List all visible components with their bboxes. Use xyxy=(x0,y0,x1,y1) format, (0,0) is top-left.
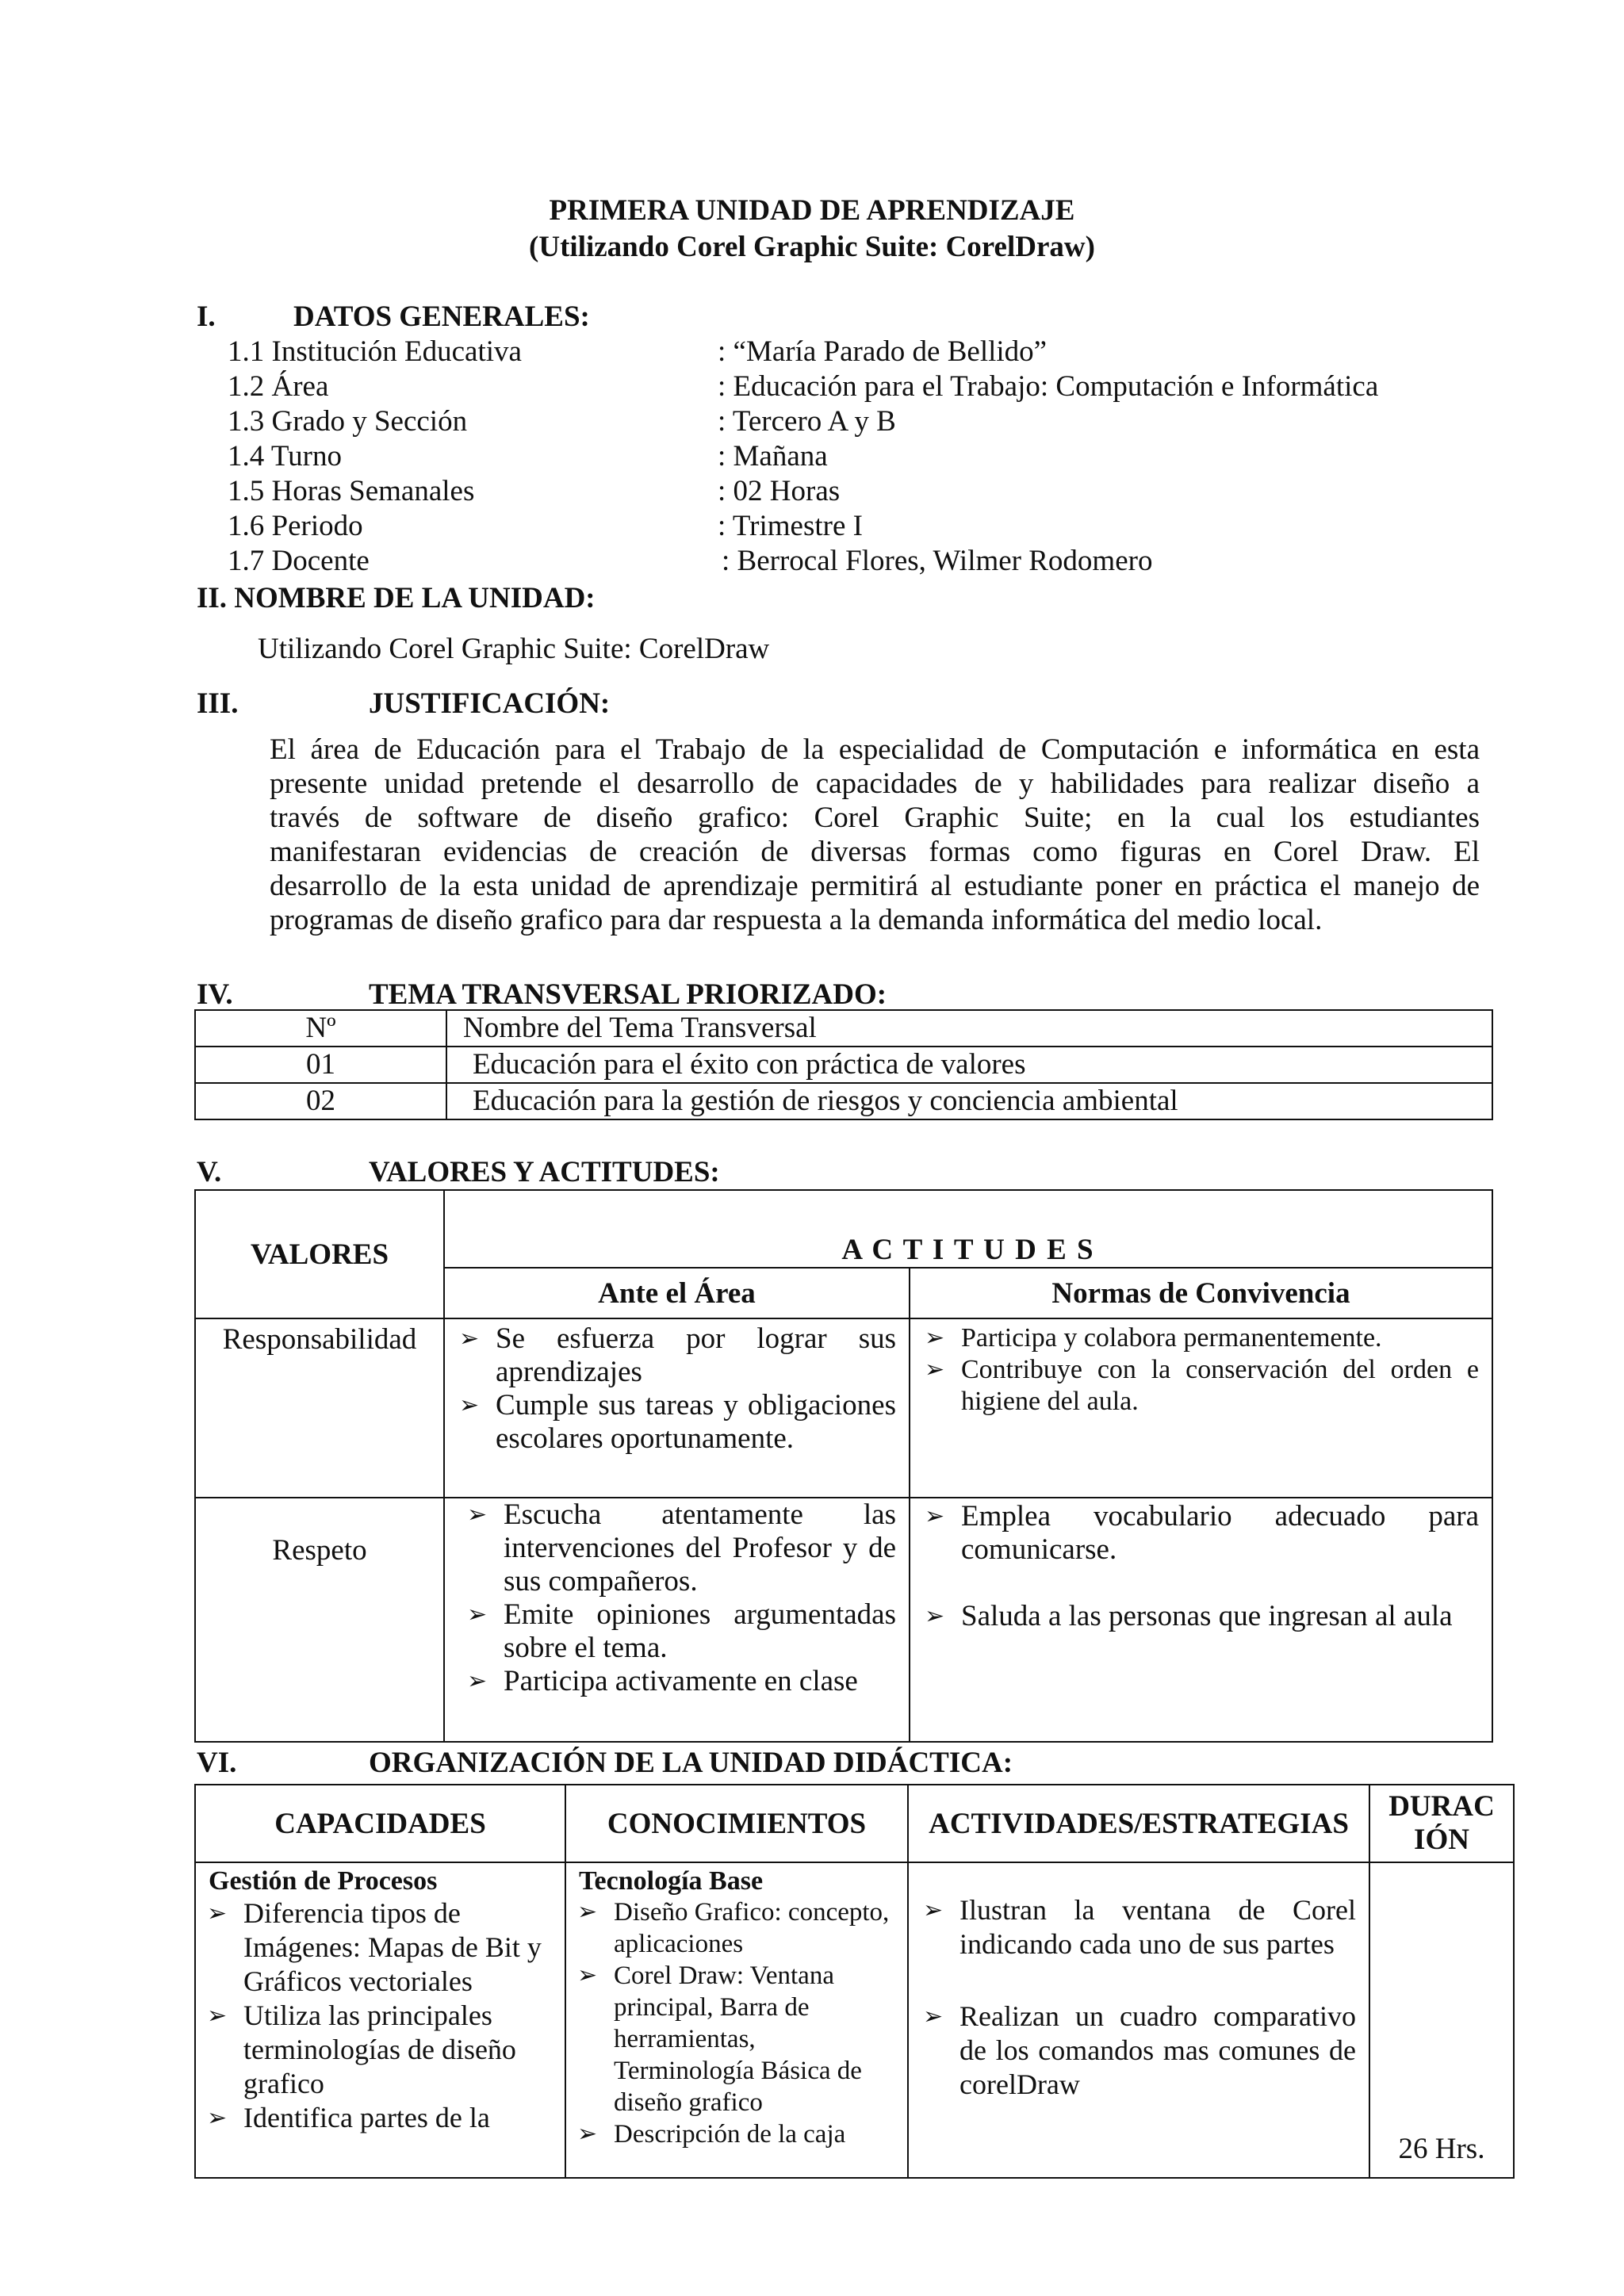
theme-number: 02 xyxy=(195,1083,446,1119)
knowledge-list xyxy=(566,1896,896,2150)
general-data-value: : Mañana xyxy=(718,440,828,473)
general-data-value: : Trimestre I xyxy=(718,510,863,542)
section-ii-title: II. NOMBRE DE LA UNIDAD: xyxy=(197,582,596,614)
attitude-list xyxy=(456,1498,896,1698)
col-duracion-header: DURAC IÓN xyxy=(1369,1785,1514,1862)
capacity-group-title: Gestión de Procesos xyxy=(209,1866,438,1896)
section-i-number: I. xyxy=(197,300,216,333)
justification-line: través de software de diseño grafico: Corel Graphic Suite; en la cual los estudiantes xyxy=(270,802,1480,834)
section-vi-number: VI. xyxy=(197,1747,237,1779)
section-i-title: DATOS GENERALES: xyxy=(293,300,590,333)
unit-title: PRIMERA UNIDAD DE APRENDIZAJE xyxy=(549,194,1075,227)
list-item: ➢ Contribuye con la conservación del orden e higiene del aula. xyxy=(925,1355,1479,1416)
general-data-value: : “María Parado de Bellido” xyxy=(718,335,1048,368)
justification-line: manifestaran evidencias de creación de diversas formas como figuras en Corel Draw. El xyxy=(270,836,1480,868)
section-iv-number: IV. xyxy=(197,978,233,1011)
list-item: ➢ Escucha atentamente las intervenciones del Profesor y de sus compañeros. xyxy=(467,1498,896,1598)
col-number-header: Nº xyxy=(195,1010,446,1047)
arrow-bullet-icon: ➢ xyxy=(925,1356,945,1383)
arrow-bullet-icon: ➢ xyxy=(467,1501,488,1529)
arrow-bullet-icon: ➢ xyxy=(459,1391,480,1419)
duration-value: 26 Hrs. xyxy=(1369,1862,1514,2178)
arrow-bullet-icon: ➢ xyxy=(923,2003,944,2030)
table-header-row xyxy=(195,1785,1514,1862)
transversal-theme-table xyxy=(194,1009,1493,1120)
justification-line: presente unidad pretende el desarrollo de capacidades de y habilidades para realizar diseño a xyxy=(270,767,1480,800)
justification-paragraph xyxy=(270,733,1480,937)
general-data-label: 1.6 Periodo xyxy=(228,510,363,542)
general-data-value: : Berrocal Flores, Wilmer Rodomero xyxy=(722,545,1153,577)
general-data-label: 1.1 Institución Educativa xyxy=(228,335,522,368)
table-row xyxy=(195,1318,1492,1498)
list-item: ➢ Emplea vocabulario adecuado para comunicarse. xyxy=(925,1500,1479,1566)
arrow-bullet-icon: ➢ xyxy=(207,2002,228,2030)
arrow-bullet-icon: ➢ xyxy=(467,1601,488,1628)
list-item: ➢ Emite opiniones argumentadas sobre el tema. xyxy=(467,1598,896,1664)
theme-name: Educación para la gestión de riesgos y conciencia ambiental xyxy=(446,1083,1492,1119)
list-item: ➢ Participa y colabora permanentemente. xyxy=(925,1323,1382,1353)
theme-name: Educación para el éxito con práctica de valores xyxy=(446,1047,1492,1083)
section-iii-number: III. xyxy=(197,687,239,720)
table-header-row xyxy=(195,1010,1492,1047)
arrow-bullet-icon: ➢ xyxy=(577,1898,598,1926)
unit-organization-table xyxy=(194,1784,1515,2179)
list-item: ➢ Diseño Grafico: concepto, aplicaciones xyxy=(577,1898,890,1958)
value-name: Responsabilidad xyxy=(195,1318,444,1498)
col-area-header: Ante el Área xyxy=(444,1268,910,1318)
arrow-bullet-icon: ➢ xyxy=(467,1667,488,1695)
knowledge-group-title: Tecnología Base xyxy=(579,1866,764,1896)
section-iii-title: JUSTIFICACIÓN: xyxy=(369,687,611,720)
unit-subtitle: (Utilizando Corel Graphic Suite: CorelDraw) xyxy=(529,231,1095,263)
list-item: ➢ Saluda a las personas que ingresan al aula xyxy=(925,1600,1453,1632)
arrow-bullet-icon: ➢ xyxy=(925,1602,945,1630)
arrow-bullet-icon: ➢ xyxy=(577,2120,598,2148)
justification-line: desarrollo de la esta unidad de aprendizaje permitirá al estudiante poner en práctica el manejo de xyxy=(270,870,1480,902)
norms-list xyxy=(914,1500,1479,1633)
general-data-label: 1.2 Área xyxy=(228,370,329,403)
general-data-value: : 02 Horas xyxy=(718,475,841,507)
arrow-bullet-icon: ➢ xyxy=(577,1961,598,1989)
table-row xyxy=(195,1047,1492,1083)
section-iv-title: TEMA TRANSVERSAL PRIORIZADO: xyxy=(369,978,887,1011)
col-actividades-header: ACTIVIDADES/ESTRATEGIAS xyxy=(908,1785,1369,1862)
table-row xyxy=(195,1862,1514,2178)
arrow-bullet-icon: ➢ xyxy=(207,2104,228,2132)
attitude-list xyxy=(448,1322,896,1456)
justification-line: programas de diseño grafico para dar respuesta a la demanda informática del medio local. xyxy=(270,904,1323,936)
general-data-value: : Tercero A y B xyxy=(718,405,896,438)
unit-name-text: Utilizando Corel Graphic Suite: CorelDraw xyxy=(258,633,770,665)
capacity-list xyxy=(196,1896,549,2135)
value-name: Respeto xyxy=(195,1498,444,1742)
section-v-number: V. xyxy=(197,1156,222,1188)
list-item: ➢ Se esfuerza por lograr sus aprendizajes xyxy=(459,1322,896,1388)
list-item: ➢ Ilustran la ventana de Corel indicando cada uno de sus partes xyxy=(923,1894,1356,1960)
general-data-value: : Educación para el Trabajo: Computación e Informática xyxy=(718,370,1379,403)
list-item: ➢ Participa activamente en clase xyxy=(467,1665,858,1697)
col-actitudes-header: A C T I T U D E S xyxy=(444,1190,1492,1268)
list-item: ➢ Cumple sus tareas y obligaciones escolares oportunamente. xyxy=(459,1389,896,1455)
section-vi-title: ORGANIZACIÓN DE LA UNIDAD DIDÁCTICA: xyxy=(369,1747,1013,1779)
list-item: ➢ Utiliza las principales terminologías de diseño grafico xyxy=(207,1999,516,2099)
col-normas-header: Normas de Convivencia xyxy=(910,1268,1492,1318)
arrow-bullet-icon: ➢ xyxy=(925,1502,945,1530)
norms-list xyxy=(914,1322,1479,1418)
list-item: ➢ Identifica partes de la xyxy=(207,2102,490,2133)
general-data-label: 1.5 Horas Semanales xyxy=(228,475,475,507)
table-row xyxy=(195,1498,1492,1742)
arrow-bullet-icon: ➢ xyxy=(923,1896,944,1924)
col-valores-header: VALORES xyxy=(250,1238,389,1271)
values-attitudes-table xyxy=(194,1189,1493,1743)
arrow-bullet-icon: ➢ xyxy=(207,1900,228,1927)
section-v-title: VALORES Y ACTITUDES: xyxy=(369,1156,720,1188)
arrow-bullet-icon: ➢ xyxy=(459,1325,480,1353)
justification-line: El área de Educación para el Trabajo de la especialidad de Computación e informática en esta xyxy=(270,733,1480,766)
general-data-label: 1.3 Grado y Sección xyxy=(228,405,468,438)
general-data-label: 1.7 Docente xyxy=(228,545,370,577)
list-item: ➢ Realizan un cuadro comparativo de los comandos mas comunes de corelDraw xyxy=(923,2000,1356,2100)
col-conocimientos-header: CONOCIMIENTOS xyxy=(565,1785,908,1862)
theme-number: 01 xyxy=(195,1047,446,1083)
list-item: ➢ Descripción de la caja xyxy=(577,2120,846,2149)
arrow-bullet-icon: ➢ xyxy=(925,1324,945,1352)
table-header-row xyxy=(195,1190,1492,1268)
table-row xyxy=(195,1083,1492,1119)
list-item: ➢ Corel Draw: Ventana principal, Barra de herramientas, Terminología Básica de diseño grafico xyxy=(577,1961,862,2117)
col-capacidades-header: CAPACIDADES xyxy=(195,1785,565,1862)
activities-list xyxy=(912,1893,1356,2102)
general-data-label: 1.4 Turno xyxy=(228,440,342,473)
col-name-header: Nombre del Tema Transversal xyxy=(446,1010,1492,1047)
list-item: ➢ Diferencia tipos de Imágenes: Mapas de Bit y Gráficos vectoriales xyxy=(207,1897,542,1997)
